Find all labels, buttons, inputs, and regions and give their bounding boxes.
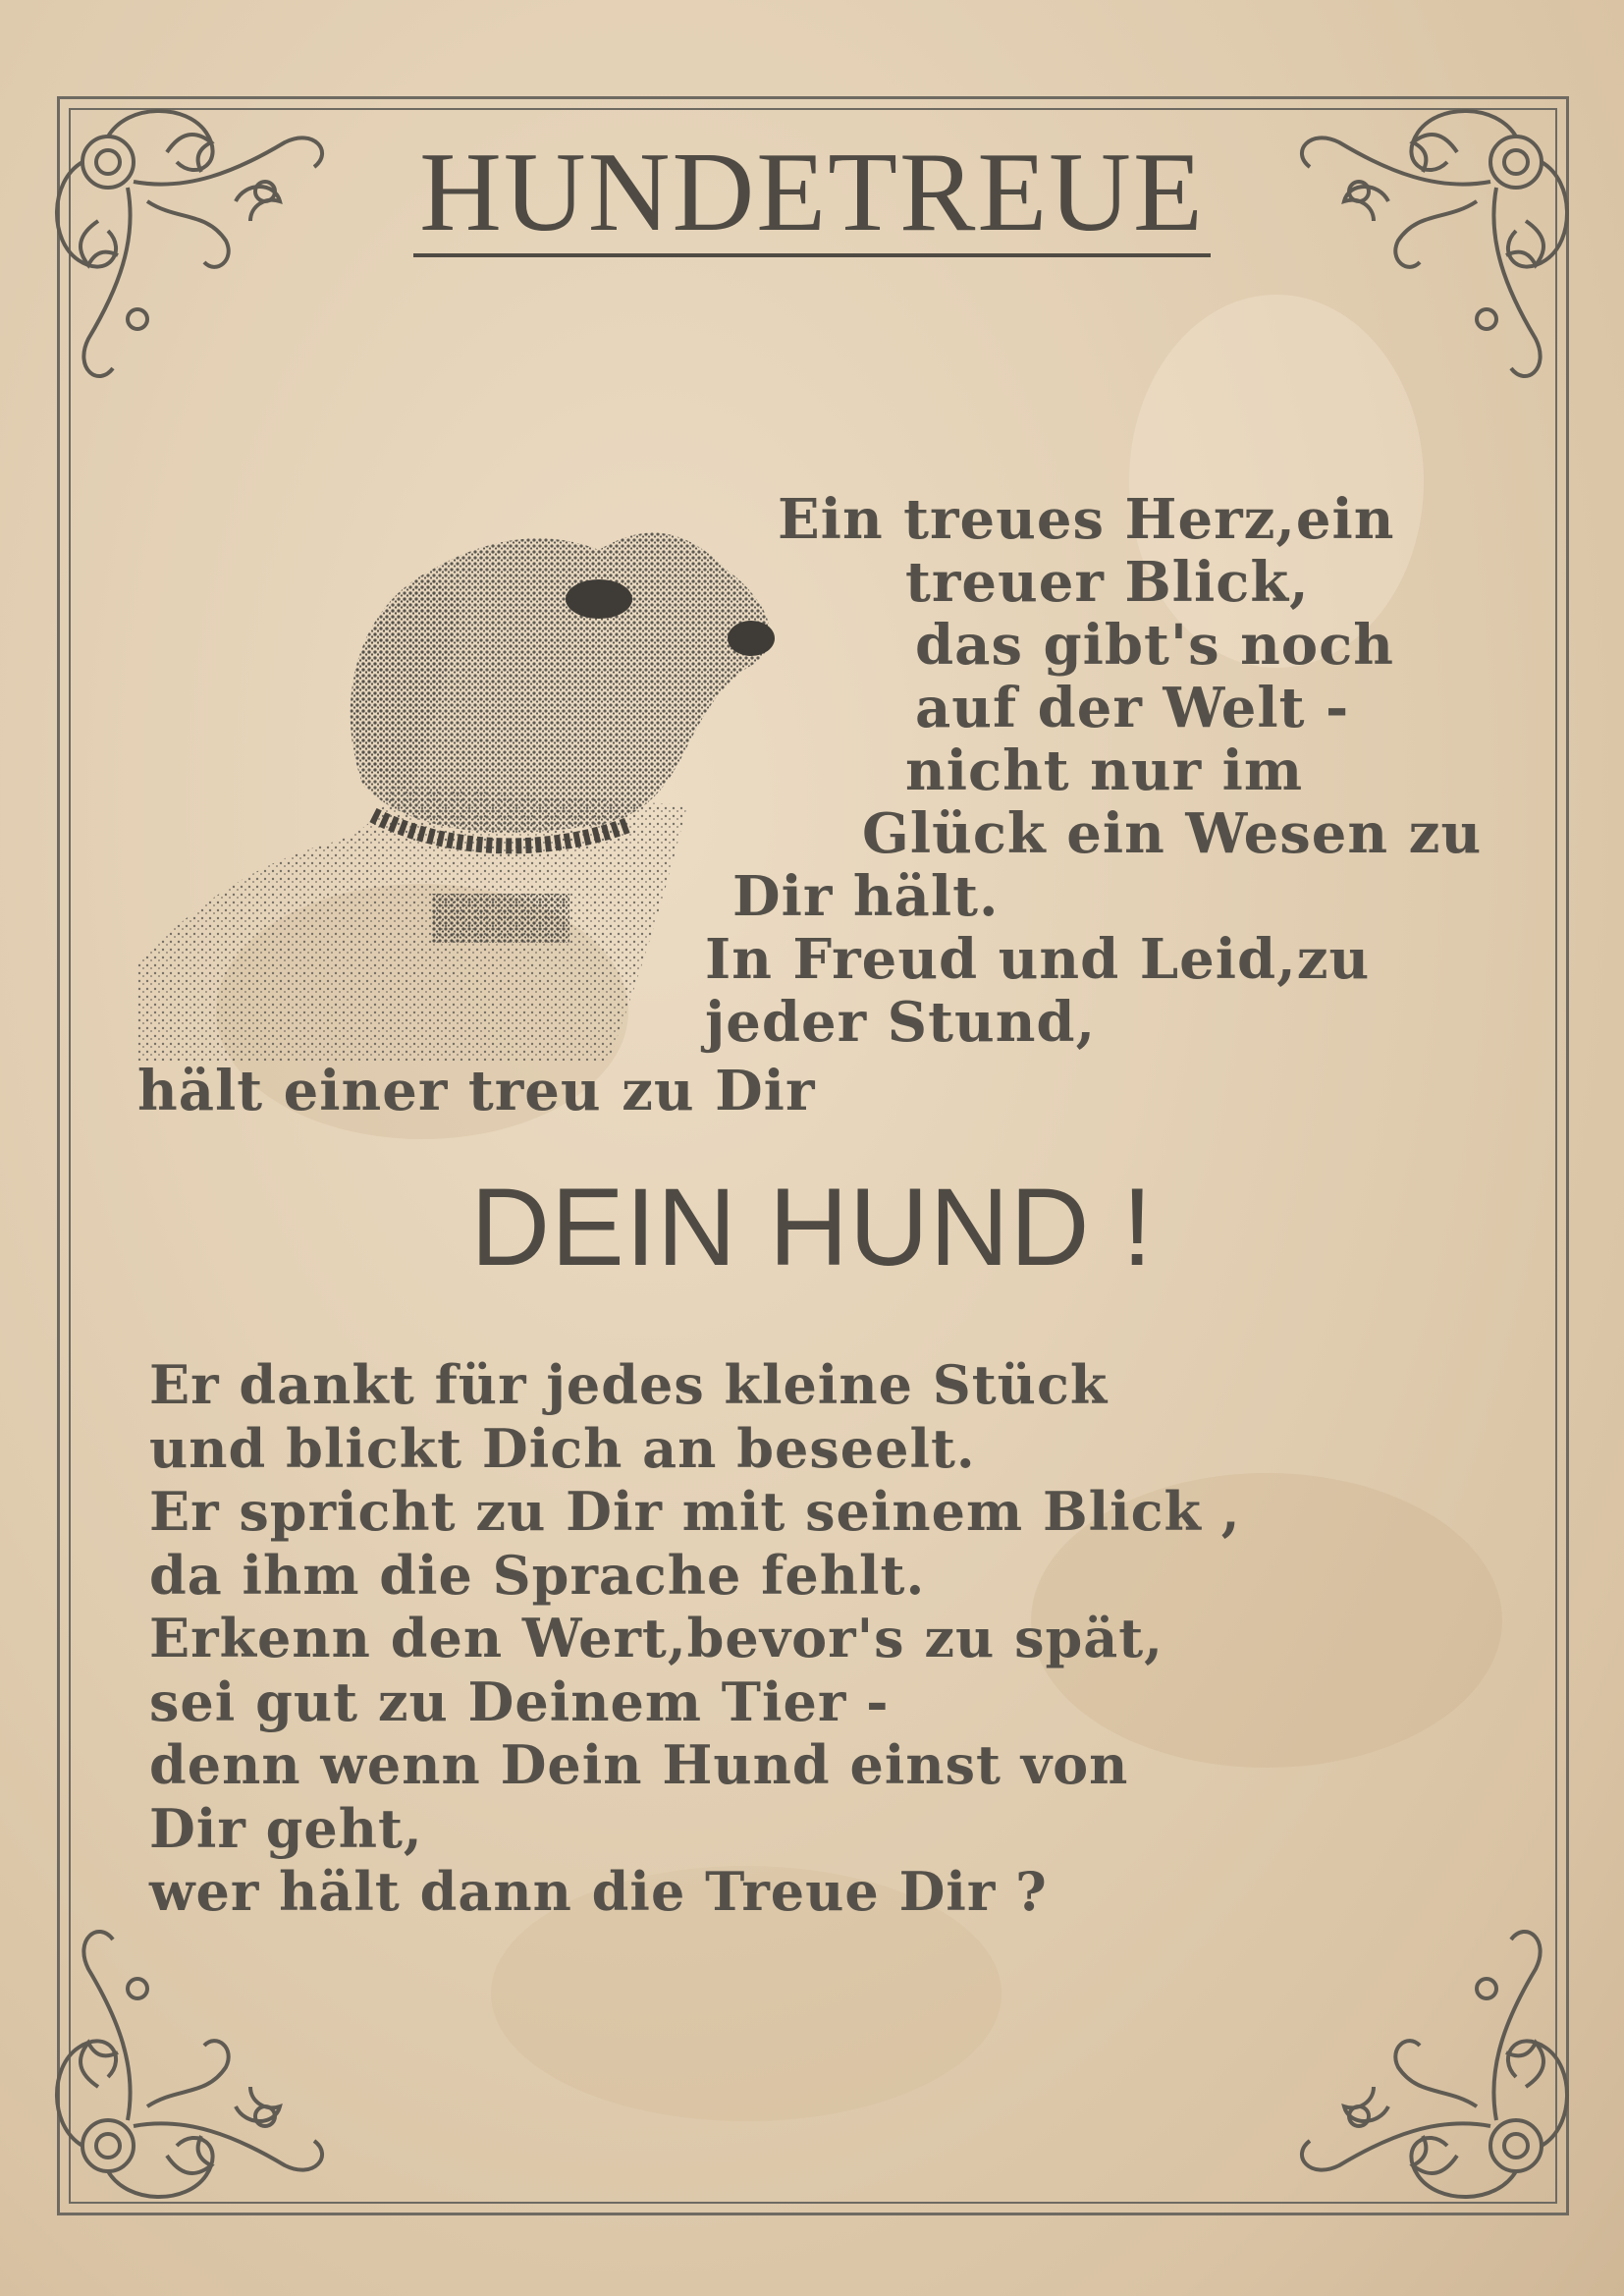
verse-line: In Freud und Leid,zu bbox=[705, 927, 1371, 992]
verse-line: denn wenn Dein Hund einst von bbox=[149, 1733, 1129, 1796]
corner-ornament-bottom-left bbox=[39, 1900, 353, 2214]
stanza-2 bbox=[149, 1353, 1241, 1924]
verse-line: und blickt Dich an beseelt. bbox=[149, 1416, 976, 1480]
floral-ornament-icon bbox=[1271, 1900, 1585, 2214]
verse-line: da ihm die Sprache fehlt. bbox=[149, 1543, 926, 1607]
verse-line: Dir geht, bbox=[149, 1796, 423, 1860]
verse-line: Er spricht zu Dir mit seinem Blick , bbox=[149, 1480, 1241, 1543]
headline: DEIN HUND ! bbox=[470, 1166, 1154, 1288]
page-title bbox=[0, 128, 1624, 258]
verse-line: treuer Blick, bbox=[905, 550, 1310, 615]
page-title-text: HUNDETREUE bbox=[413, 134, 1211, 257]
verse-line: das gibt's noch bbox=[915, 613, 1394, 678]
verse-line: auf der Welt - bbox=[915, 676, 1350, 740]
verse-line: jeder Stund, bbox=[705, 990, 1097, 1055]
verse-line: nicht nur im bbox=[905, 738, 1304, 803]
corner-ornament-bottom-right bbox=[1271, 1900, 1585, 2214]
verse-line: Ein treues Herz,ein bbox=[778, 487, 1395, 552]
verse-line: hält einer treu zu Dir bbox=[137, 1059, 816, 1123]
verse-line: sei gut zu Deinem Tier - bbox=[149, 1669, 890, 1733]
floral-ornament-icon bbox=[39, 1900, 353, 2214]
verse-line: Glück ein Wesen zu bbox=[862, 801, 1483, 866]
verse-line: Erkenn den Wert,bevor's zu spät, bbox=[149, 1607, 1164, 1669]
verse-line: wer hält dann die Treue Dir ? bbox=[149, 1860, 1048, 1923]
verse-line: Dir hält. bbox=[732, 864, 1000, 929]
verse-line: Er dankt für jedes kleine Stück bbox=[149, 1353, 1109, 1416]
